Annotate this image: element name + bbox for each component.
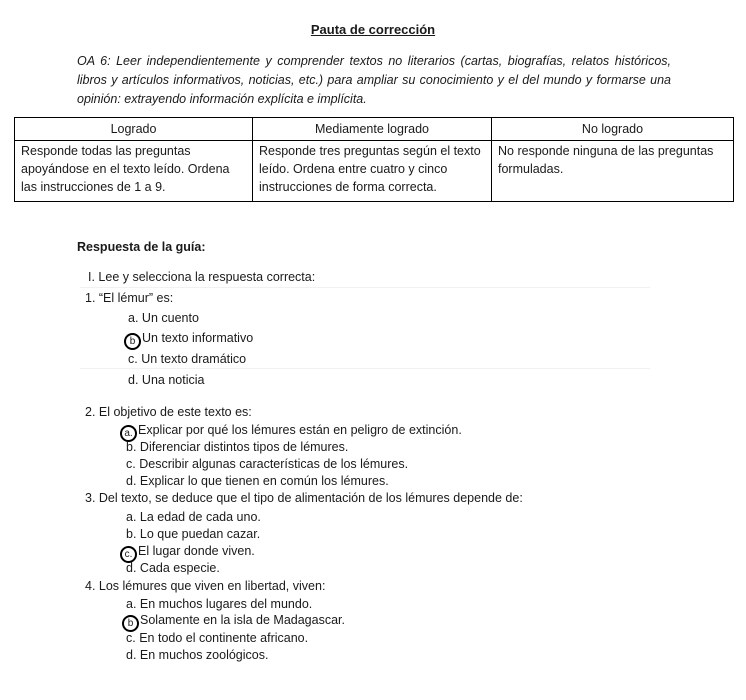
option-letter: d. (126, 561, 137, 575)
selected-answer-circle: b (124, 333, 141, 350)
option-letter: c. (126, 631, 136, 645)
option-2d (126, 474, 389, 488)
option-letter: b. (126, 440, 137, 454)
option-letter: d. (126, 474, 137, 488)
option-4a (126, 597, 312, 611)
option-letter: a. (126, 597, 137, 611)
rubric-cell-no-logrado: No responde ninguna de las preguntas formuladas. (492, 141, 734, 202)
rubric-header-no-logrado: No logrado (492, 118, 734, 141)
option-text: La edad de cada uno. (139, 510, 261, 524)
option-text: Solamente en la isla de Madagascar. (140, 613, 345, 627)
option-4d (126, 648, 268, 662)
option-1a (128, 311, 199, 325)
question-3: 3. Del texto, se deduce que el tipo de alimentación de los lémures depende de: (85, 491, 523, 505)
rubric-cell-logrado: Responde todas las preguntas apoyándose en el texto leído. Ordena las instrucciones de 1 a 9. (15, 141, 253, 202)
page-title: Pauta de corrección (310, 22, 436, 37)
option-text: Un texto dramático (141, 352, 247, 366)
option-text: Un texto informativo (142, 331, 254, 345)
option-letter: b. (126, 527, 137, 541)
option-text: En todo el continente africano. (139, 631, 309, 645)
option-text: En muchos zoológicos. (139, 648, 269, 662)
option-letter: d. (126, 648, 137, 662)
option-letter: a. (126, 510, 137, 524)
option-letter: c. (126, 457, 136, 471)
option-text: El lugar donde viven. (138, 544, 255, 558)
selected-answer-circle: c. (120, 546, 137, 563)
selected-answer-circle: a. (120, 425, 137, 442)
option-text: Explicar lo que tienen en común los lémures. (139, 474, 389, 488)
option-text: Explicar por qué los lémures están en peligro de extinción. (138, 423, 462, 437)
option-text: Lo que puedan cazar. (139, 527, 261, 541)
option-3b (126, 527, 260, 541)
question-4: 4. Los lémures que viven en libertad, viven: (85, 579, 326, 593)
rubric-header-logrado: Logrado (15, 118, 253, 141)
faint-rule (80, 287, 650, 288)
option-text: Diferenciar distintos tipos de lémures. (139, 440, 349, 454)
option-text: Describir algunas características de los lémures. (139, 457, 409, 471)
option-1c (128, 352, 246, 366)
rubric-cell-mediamente: Responde tres preguntas según el texto leído. Ordena entre cuatro y cinco instrucciones de forma correcta. (253, 141, 492, 202)
option-3a (126, 510, 261, 524)
question-1: 1. “El lémur” es: (85, 291, 174, 305)
rubric-table (14, 117, 734, 202)
option-4c (126, 631, 308, 645)
option-letter: c. (128, 352, 138, 366)
section-instruction: I. Lee y selecciona la respuesta correcta: (88, 270, 316, 284)
option-text: En muchos lugares del mundo. (139, 597, 313, 611)
option-2c (126, 457, 408, 471)
learning-objective: OA 6: Leer independientemente y comprender textos no literarios (cartas, biografías, relatos históricos, libros y artículos informativos, noticias, etc.) para ampliar su conocimiento y el del mundo y formarse una opinión: extrayendo información explícita e implícita. (77, 54, 671, 106)
option-letter: a. (128, 311, 139, 325)
option-1d (128, 373, 204, 387)
rubric-header-mediamente: Mediamente logrado (253, 118, 492, 141)
answers-title: Respuesta de la guía: (77, 240, 206, 254)
rubric-header-row (15, 118, 734, 141)
selected-answer-circle: b (122, 615, 139, 632)
option-text: Una noticia (141, 373, 205, 387)
option-letter: d. (128, 373, 139, 387)
option-4b (122, 613, 345, 632)
option-text: Un cuento (141, 311, 199, 325)
option-text: Cada especie. (139, 561, 220, 575)
faint-rule (80, 368, 650, 369)
option-1b (124, 331, 253, 350)
option-3d (126, 561, 220, 575)
rubric-row (15, 141, 734, 202)
option-2b (126, 440, 348, 454)
question-2: 2. El objetivo de este texto es: (85, 405, 252, 419)
